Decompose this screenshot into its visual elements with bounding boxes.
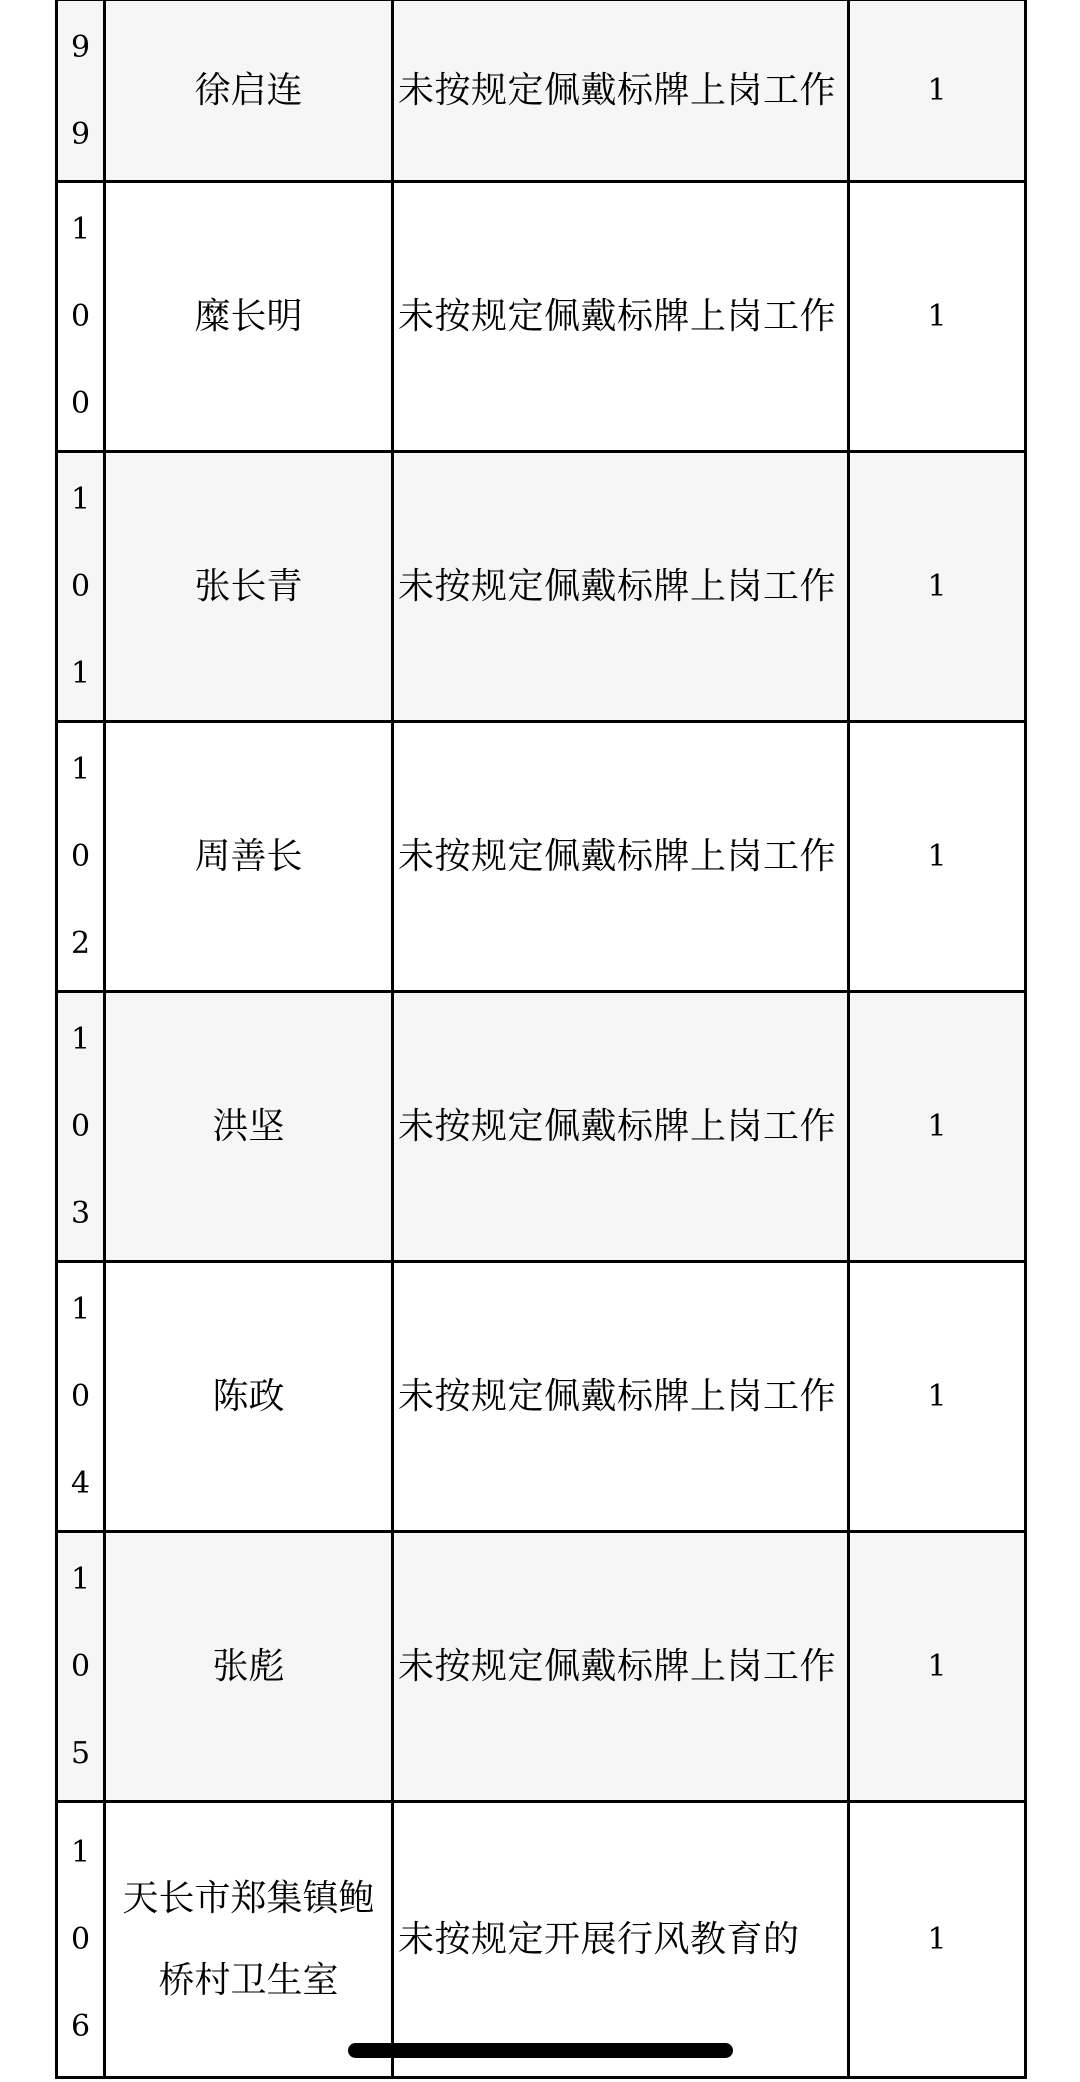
row-number-cell xyxy=(57,0,105,182)
table-row xyxy=(57,452,1026,722)
violation-reason-cell: 未按规定佩戴标牌上岗工作 xyxy=(393,992,849,1262)
row-number: 1 0 6 xyxy=(70,1835,91,2044)
row-number-cell xyxy=(57,452,105,722)
violation-reason-cell: 未按规定佩戴标牌上岗工作 xyxy=(393,182,849,452)
table-row xyxy=(57,0,1026,182)
table-row xyxy=(57,992,1026,1262)
violation-reason-cell: 未按规定佩戴标牌上岗工作 xyxy=(393,1262,849,1532)
table-row xyxy=(57,182,1026,452)
row-number: 1 0 1 xyxy=(70,482,91,691)
row-number: 1 0 0 xyxy=(70,212,91,421)
person-name-cell: 糜长明 xyxy=(105,182,393,452)
violation-reason-cell: 未按规定佩戴标牌上岗工作 xyxy=(393,1532,849,1802)
count-cell: 1 xyxy=(849,1802,1026,2078)
row-number-cell xyxy=(57,182,105,452)
person-name-cell: 陈政 xyxy=(105,1262,393,1532)
table-row xyxy=(57,1802,1026,2078)
row-number: 1 0 3 xyxy=(70,1022,91,1231)
row-number-cell xyxy=(57,992,105,1262)
person-name-cell: 徐启连 xyxy=(105,0,393,182)
person-name-cell: 洪坚 xyxy=(105,992,393,1262)
row-number-cell xyxy=(57,1802,105,2078)
row-number: 9 9 xyxy=(70,29,91,152)
row-number-cell xyxy=(57,722,105,992)
person-name-cell: 天长市郑集镇鲍桥村卫生室 xyxy=(105,1802,393,2078)
table-row xyxy=(57,722,1026,992)
count-cell: 1 xyxy=(849,182,1026,452)
violation-reason-cell: 未按规定佩戴标牌上岗工作 xyxy=(393,0,849,182)
row-number: 1 0 2 xyxy=(70,752,91,961)
table-body xyxy=(57,0,1026,2078)
count-cell: 1 xyxy=(849,452,1026,722)
row-number: 1 0 5 xyxy=(70,1562,91,1771)
row-number-cell xyxy=(57,1262,105,1532)
count-cell: 1 xyxy=(849,722,1026,992)
table-row xyxy=(57,1262,1026,1532)
count-cell: 1 xyxy=(849,0,1026,182)
violation-reason-cell: 未按规定佩戴标牌上岗工作 xyxy=(393,722,849,992)
person-name-cell: 张长青 xyxy=(105,452,393,722)
penalty-table-container xyxy=(55,0,1024,2079)
person-name-cell: 周善长 xyxy=(105,722,393,992)
count-cell: 1 xyxy=(849,1262,1026,1532)
count-cell: 1 xyxy=(849,992,1026,1262)
penalty-table xyxy=(55,0,1027,2079)
person-name-cell: 张彪 xyxy=(105,1532,393,1802)
violation-reason-cell: 未按规定佩戴标牌上岗工作 xyxy=(393,452,849,722)
row-number-cell xyxy=(57,1532,105,1802)
violation-reason-cell: 未按规定开展行风教育的 xyxy=(393,1802,849,2078)
count-cell: 1 xyxy=(849,1532,1026,1802)
row-number: 1 0 4 xyxy=(70,1292,91,1501)
table-row xyxy=(57,1532,1026,1802)
home-indicator[interactable] xyxy=(348,2043,733,2058)
